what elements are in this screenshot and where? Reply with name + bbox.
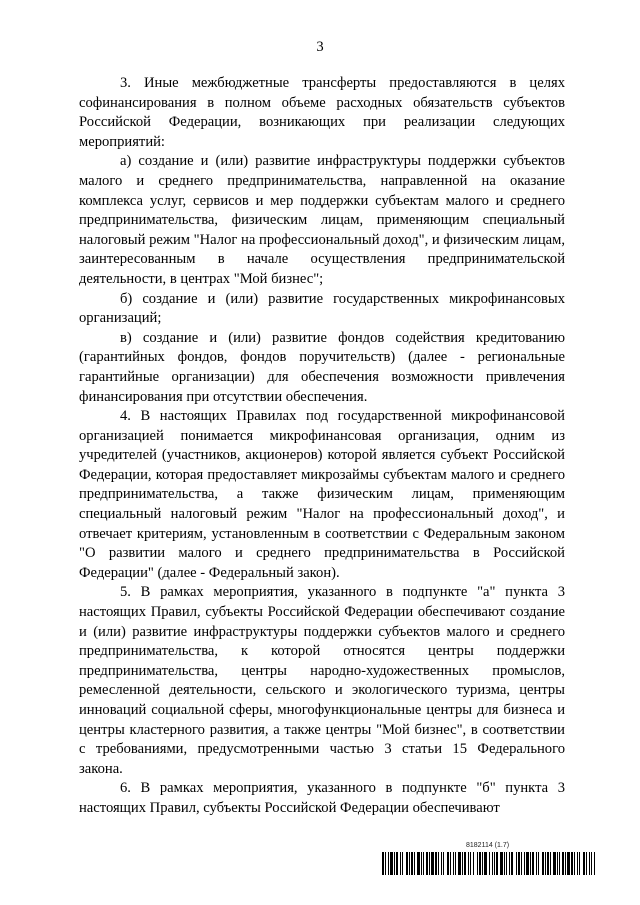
barcode-bar [562, 852, 564, 875]
barcode-bar [447, 852, 449, 875]
barcode-bar [431, 852, 434, 875]
barcode-bar [394, 852, 395, 875]
barcode-bar [530, 852, 531, 875]
barcode-bar [484, 852, 487, 875]
barcode-bar [455, 852, 456, 875]
barcode-bar [574, 852, 575, 875]
barcode-bar [494, 852, 495, 875]
barcode-bar [577, 852, 578, 875]
paragraph-6: 6. В рамках мероприятия, указанного в подпункте "б" пункта 3 настоящих Правил, субъекты Российской Федерации обеспечивают [79, 780, 565, 816]
barcode-bar [470, 852, 471, 875]
paragraph-3v: в) создание и (или) развитие фондов содействия кредитованию (гарантийных фондов, фондов поручительств) (далее - региональные гарантийные организации) для обеспечения возможности привлечения финансирования при отсутствии обеспечения. [79, 329, 565, 405]
barcode-bar [482, 852, 483, 875]
barcode-bar [594, 852, 595, 875]
page-number: 3 [316, 39, 324, 55]
barcode-bar [545, 852, 546, 875]
barcode-bar [559, 852, 560, 875]
barcode-bar [521, 852, 522, 875]
document-id: 8182114 (1.7) [466, 842, 510, 849]
barcode-bar [542, 852, 544, 875]
barcode-bar [473, 852, 474, 875]
barcode-bar [511, 852, 513, 875]
barcode-bar [518, 852, 520, 875]
barcode-bar [441, 852, 442, 875]
barcode-bar [506, 852, 507, 875]
document-body [79, 74, 565, 819]
barcode-bar [565, 852, 566, 875]
barcode-bar [479, 852, 481, 875]
paragraph-3a: а) создание и (или) развитие инфраструктуры поддержки субъектов малого и среднего предпринимательства, направленной на оказание комплекса услуг, сервисов и мер поддержки субъектам малого и среднего предпринимательства, физическим лицам, применяющим специальный налоговый режим "Налог на профессиональный доход", и физическим лицам, заинтересованным в начале осуществления предпринимательской деятельности, в центрах "Мой бизнес"; [79, 153, 565, 287]
barcode-bar [553, 852, 556, 875]
barcode-bar [396, 852, 398, 875]
barcode-bar [547, 852, 549, 875]
barcode-bar [516, 852, 517, 875]
barcode-bar [524, 852, 525, 875]
barcode-bar [406, 852, 408, 875]
barcode-bar [586, 852, 587, 875]
barcode-bar [458, 852, 461, 875]
barcode-bar [400, 852, 401, 875]
barcode-bar [550, 852, 551, 875]
barcode-bar [571, 852, 573, 875]
barcode-bar [462, 852, 463, 875]
barcode-bar [443, 852, 444, 875]
barcode-bar [411, 852, 413, 875]
barcode-bar [591, 852, 592, 875]
barcode-bar [382, 852, 384, 875]
barcode-bar [453, 852, 454, 875]
barcode-bar [489, 852, 490, 875]
paragraph-3b: б) создание и (или) развитие государственных микрофинансовых организаций; [79, 290, 565, 327]
barcode-bar [385, 852, 386, 875]
barcode-bar [477, 852, 478, 875]
barcode-bar [414, 852, 415, 875]
barcode-bar [438, 852, 439, 875]
barcode-bar [423, 852, 424, 875]
barcode-bar [579, 852, 580, 875]
barcode-bar [504, 852, 505, 875]
barcode-bar [468, 852, 469, 875]
barcode-bar [536, 852, 537, 875]
barcode-bar [492, 852, 493, 875]
barcode-bar [557, 852, 558, 875]
barcode-bar [500, 852, 503, 875]
barcode-bar [435, 852, 437, 875]
barcode-bar [409, 852, 410, 875]
barcode-bar [426, 852, 428, 875]
barcode-bar [538, 852, 539, 875]
barcode-bar [417, 852, 420, 875]
barcode-bar [464, 852, 466, 875]
barcode-bar [429, 852, 430, 875]
barcode-bar [421, 852, 422, 875]
barcode-bar [496, 852, 498, 875]
barcode-bar [567, 852, 570, 875]
barcode-bar [450, 852, 451, 875]
barcode-bar [509, 852, 510, 875]
paragraph-3: 3. Иные межбюджетные трансферты предоставляются в целях софинансирования в полном объеме расходных обязательств субъектов Российской Федерации, возникающих при реализации следующих мероприятий: [79, 75, 565, 150]
paragraph-4: 4. В настоящих Правилах под государственной микрофинансовой организацией понимается микрофинансовая организация, одним из учредителей (участников, акционеров) которой является субъект Российской Федерации, которая предоставляет микрозаймы субъектам малого и среднего предпринимательства, а также физическим лицам, применяющим специальный налоговый режим "Налог на профессиональный доход", и отвечает критериям, установленным в соответствии с Федеральным законом "О развитии малого и среднего предпринимательства в Российской Федерации" (далее - Федеральный закон). [79, 408, 565, 581]
barcode-bar [583, 852, 585, 875]
barcode-bar [390, 852, 393, 875]
barcode-bar [589, 852, 590, 875]
barcode [382, 852, 595, 875]
paragraph-5: 5. В рамках мероприятия, указанного в подпункте "а" пункта 3 настоящих Правил, субъекты Российской Федерации обеспечивают создание и (или) развитие инфраструктуры поддержки субъектов малого и среднего предпринимательства, к которой относятся центры поддержки предпринимательства, центры народно-художественных промыслов, ремесленной деятельности, сельского и экологического туризма, центры инноваций социальной сферы, многофункциональные центры для бизнеса и центры кластерного развития, а также центры "Мой бизнес", в соответствии с требованиями, предусмотренными частью 3 статьи 15 Федерального закона. [79, 584, 565, 777]
barcode-bar [526, 852, 529, 875]
barcode-bar [402, 852, 403, 875]
barcode-bar [388, 852, 389, 875]
barcode-bar [532, 852, 534, 875]
